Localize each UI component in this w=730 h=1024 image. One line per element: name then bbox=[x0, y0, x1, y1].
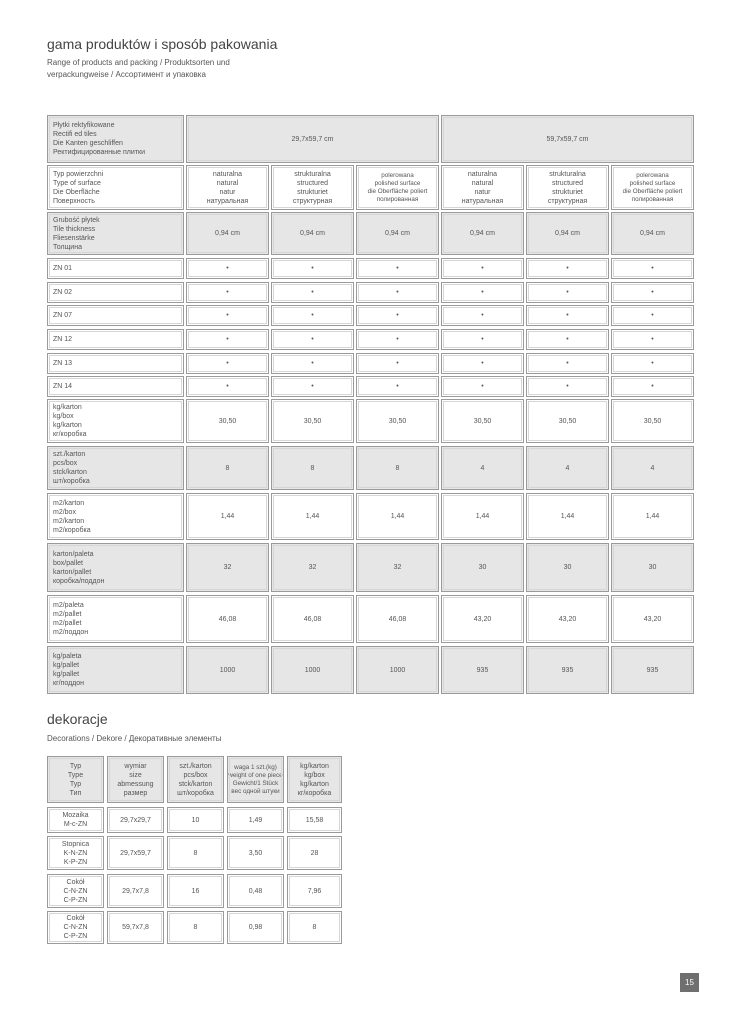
table-cell: • bbox=[611, 305, 694, 326]
table-cell: 1,44 bbox=[271, 493, 354, 540]
table-cell: 0,94 cm bbox=[526, 212, 609, 255]
table-cell: 1000 bbox=[271, 646, 354, 694]
row-label-cell: m2/karton m2/box m2/karton m2/коробка bbox=[47, 493, 184, 540]
deco-header-cell: kg/karton kg/box kg/karton кг/коробка bbox=[287, 756, 342, 803]
page-subtitle: Range of products and packing / Produktsorten und verpackungweise / Ассортимент и упаковка bbox=[47, 58, 230, 79]
table-cell: 0,94 cm bbox=[186, 212, 269, 255]
table-cell: • bbox=[271, 376, 354, 397]
table-cell: 32 bbox=[271, 543, 354, 592]
deco-cell: 29,7x29,7 bbox=[107, 807, 164, 833]
decorations-subtitle: Decorations / Dekore / Декоративные элементы bbox=[47, 734, 222, 743]
table-cell: • bbox=[526, 258, 609, 279]
table-cell: • bbox=[271, 282, 354, 303]
surface-header-cell: polerowana polished surface die Oberfläche poliert полированная bbox=[356, 165, 439, 210]
table-cell: • bbox=[186, 258, 269, 279]
table-cell: • bbox=[186, 329, 269, 350]
table-cell: 30,50 bbox=[611, 399, 694, 443]
table-cell: • bbox=[186, 282, 269, 303]
row-label-cell: ZN 13 bbox=[47, 353, 184, 374]
table-cell: • bbox=[356, 258, 439, 279]
deco-cell: 16 bbox=[167, 874, 224, 908]
row-label-cell: kg/paleta kg/pallet kg/pallet кг/поддон bbox=[47, 646, 184, 694]
surface-header-cell: polerowana polished surface die Oberfläche poliert полированная bbox=[611, 165, 694, 210]
deco-type-cell: Stopnica K-N-ZN K-P-ZN bbox=[47, 836, 104, 870]
table-cell: • bbox=[441, 376, 524, 397]
table-cell: • bbox=[611, 329, 694, 350]
table-cell: 1,44 bbox=[441, 493, 524, 540]
row-label-cell: kg/karton kg/box kg/karton кг/коробка bbox=[47, 399, 184, 443]
size-header-cell: 29,7x59,7 cm bbox=[186, 115, 439, 163]
deco-header-cell: Typ Type Typ Тип bbox=[47, 756, 104, 803]
table-cell: • bbox=[356, 353, 439, 374]
table-cell: 935 bbox=[441, 646, 524, 694]
table-cell: 1,44 bbox=[526, 493, 609, 540]
table-cell: • bbox=[356, 305, 439, 326]
deco-header-cell: waga 1 szt.(kg) weight of one piece Gewicht/1 Stück вес одной штуки bbox=[227, 756, 284, 803]
table-cell: 46,08 bbox=[356, 595, 439, 643]
row-label-cell: karton/paleta box/pallet karton/pallet коробка/поддон bbox=[47, 543, 184, 592]
table-cell: 935 bbox=[526, 646, 609, 694]
table-cell: 43,20 bbox=[526, 595, 609, 643]
table-cell: • bbox=[526, 282, 609, 303]
table-cell: • bbox=[271, 353, 354, 374]
table-cell: 1,44 bbox=[356, 493, 439, 540]
table-cell: 43,20 bbox=[441, 595, 524, 643]
table-cell: • bbox=[611, 353, 694, 374]
table-cell: 0,94 cm bbox=[441, 212, 524, 255]
deco-header-cell: wymiar size abmessung размер bbox=[107, 756, 164, 803]
table-cell: • bbox=[441, 329, 524, 350]
deco-cell: 3,50 bbox=[227, 836, 284, 870]
surface-header-cell: strukturalna structured strukturiet структурная bbox=[271, 165, 354, 210]
table-cell: 0,94 cm bbox=[271, 212, 354, 255]
row-label-cell: m2/paleta m2/pallet m2/pallet m2/поддон bbox=[47, 595, 184, 643]
deco-cell: 29,7x7,8 bbox=[107, 874, 164, 908]
deco-cell: 29,7x59,7 bbox=[107, 836, 164, 870]
table-cell: 46,08 bbox=[271, 595, 354, 643]
table-cell: 935 bbox=[611, 646, 694, 694]
table-cell: • bbox=[611, 376, 694, 397]
surface-header-cell: naturalna natural natur натуральная bbox=[186, 165, 269, 210]
table-cell: 0,94 cm bbox=[611, 212, 694, 255]
table-cell: 30,50 bbox=[356, 399, 439, 443]
table-cell: 43,20 bbox=[611, 595, 694, 643]
table-cell: • bbox=[186, 376, 269, 397]
table-cell: • bbox=[441, 305, 524, 326]
table-cell: 30,50 bbox=[186, 399, 269, 443]
table-cell: • bbox=[271, 258, 354, 279]
table-cell: • bbox=[271, 305, 354, 326]
deco-header-cell: szt./karton pcs/box stck/karton шт/коробка bbox=[167, 756, 224, 803]
table-cell: • bbox=[356, 282, 439, 303]
table-cell: • bbox=[356, 329, 439, 350]
table-cell: 1000 bbox=[356, 646, 439, 694]
table-cell: 30,50 bbox=[526, 399, 609, 443]
table-cell: 4 bbox=[526, 446, 609, 490]
deco-cell: 10 bbox=[167, 807, 224, 833]
deco-cell: 59,7x7,8 bbox=[107, 911, 164, 944]
table-cell: 30 bbox=[441, 543, 524, 592]
deco-cell: 0,48 bbox=[227, 874, 284, 908]
table-cell: 8 bbox=[186, 446, 269, 490]
table-cell: • bbox=[186, 353, 269, 374]
surface-header-cell: naturalna natural natur натуральная bbox=[441, 165, 524, 210]
table-cell: • bbox=[611, 282, 694, 303]
table-cell: 30 bbox=[526, 543, 609, 592]
page-number: 15 bbox=[680, 973, 699, 992]
table-cell: • bbox=[526, 329, 609, 350]
surface-label-cell: Typ powierzchni Type of surface Die Oberfläche Поверхность bbox=[47, 165, 184, 210]
deco-cell: 1,49 bbox=[227, 807, 284, 833]
table-cell: 32 bbox=[186, 543, 269, 592]
row-label-cell: ZN 01 bbox=[47, 258, 184, 279]
table-cell: • bbox=[271, 329, 354, 350]
page-title: gama produktów i sposób pakowania bbox=[47, 36, 278, 52]
table-cell: • bbox=[186, 305, 269, 326]
size-label-cell: Płytki rektyfikowane Rectifi ed tiles Die Kanten geschliffen Ректифицированные плитки bbox=[47, 115, 184, 163]
row-label-cell: ZN 12 bbox=[47, 329, 184, 350]
table-cell: 4 bbox=[441, 446, 524, 490]
row-label-cell: szt./karton pcs/box stck/karton шт/коробка bbox=[47, 446, 184, 490]
table-cell: • bbox=[526, 305, 609, 326]
deco-cell: 15,58 bbox=[287, 807, 342, 833]
deco-cell: 0,98 bbox=[227, 911, 284, 944]
deco-cell: 8 bbox=[167, 836, 224, 870]
row-label-cell: ZN 14 bbox=[47, 376, 184, 397]
table-cell: 32 bbox=[356, 543, 439, 592]
table-cell: 46,08 bbox=[186, 595, 269, 643]
table-cell: 30,50 bbox=[271, 399, 354, 443]
table-cell: • bbox=[526, 353, 609, 374]
deco-cell: 28 bbox=[287, 836, 342, 870]
table-cell: 30 bbox=[611, 543, 694, 592]
decorations-title: dekoracje bbox=[47, 711, 108, 727]
table-cell: 30,50 bbox=[441, 399, 524, 443]
table-cell: • bbox=[611, 258, 694, 279]
row-label-cell: ZN 07 bbox=[47, 305, 184, 326]
deco-type-cell: Cokół C-N-ZN C-P-ZN bbox=[47, 911, 104, 944]
table-cell: 1000 bbox=[186, 646, 269, 694]
deco-type-cell: Cokół C-N-ZN C-P-ZN bbox=[47, 874, 104, 908]
table-cell: • bbox=[526, 376, 609, 397]
table-cell: 1,44 bbox=[611, 493, 694, 540]
table-cell: • bbox=[441, 282, 524, 303]
size-header-cell: 59,7x59,7 cm bbox=[441, 115, 694, 163]
row-label-cell: Grubość płytek Tile thickness Fliesenstärke Толщина bbox=[47, 212, 184, 255]
deco-type-cell: Mozaika M-c-ZN bbox=[47, 807, 104, 833]
deco-cell: 7,96 bbox=[287, 874, 342, 908]
table-cell: 8 bbox=[356, 446, 439, 490]
table-cell: • bbox=[441, 353, 524, 374]
table-cell: 8 bbox=[271, 446, 354, 490]
deco-cell: 8 bbox=[167, 911, 224, 944]
table-cell: 0,94 cm bbox=[356, 212, 439, 255]
table-cell: • bbox=[356, 376, 439, 397]
row-label-cell: ZN 02 bbox=[47, 282, 184, 303]
deco-cell: 8 bbox=[287, 911, 342, 944]
surface-header-cell: strukturalna structured strukturiet структурная bbox=[526, 165, 609, 210]
table-cell: 4 bbox=[611, 446, 694, 490]
table-cell: 1,44 bbox=[186, 493, 269, 540]
table-cell: • bbox=[441, 258, 524, 279]
